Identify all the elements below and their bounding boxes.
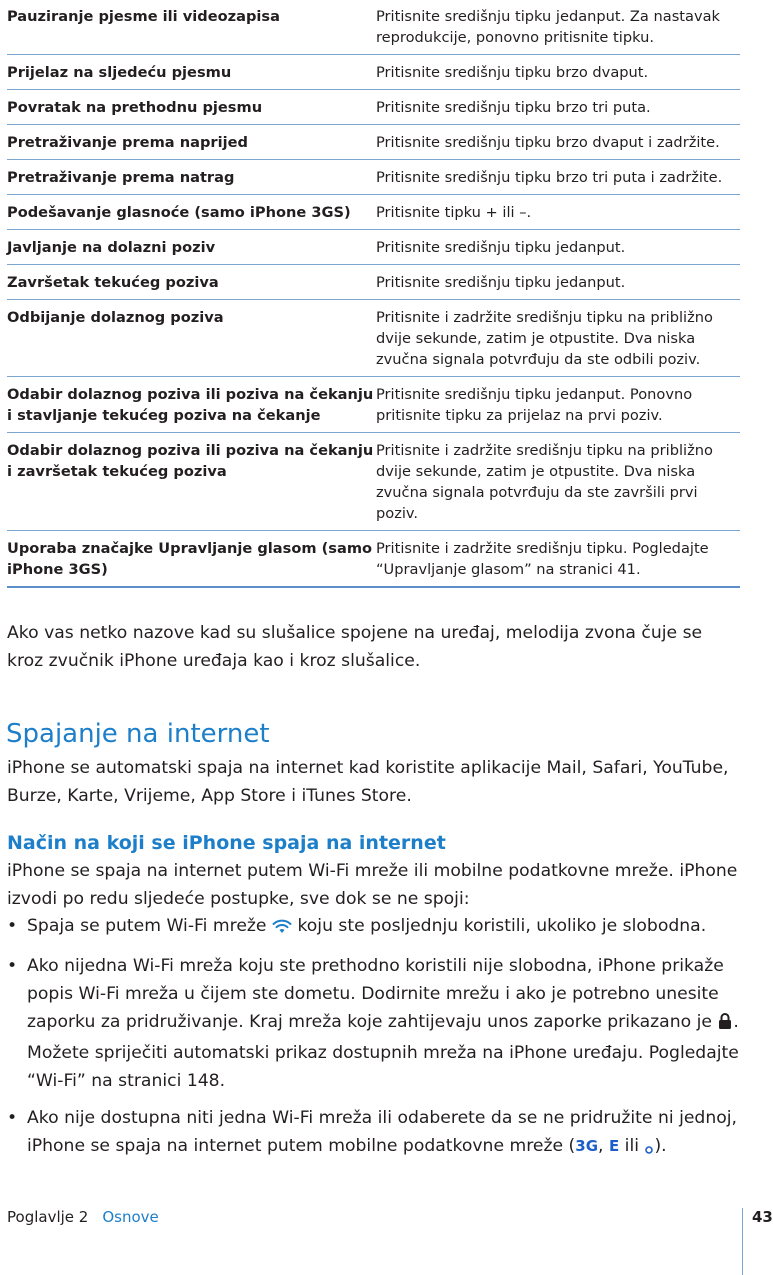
table-cell-desc: Pritisnite i zadržite središnju tipku na približno dvije sekunde, zatim je otpustite. Dva niska zvučna signala potvrđuju da ste završili prvi poziv. bbox=[376, 442, 713, 522]
list-item bbox=[7, 1104, 742, 1163]
bullet-text: , bbox=[598, 1136, 609, 1156]
table-cell-action: Povratak na prethodnu pjesmu bbox=[7, 99, 263, 116]
table-row bbox=[7, 433, 740, 531]
bullet-text: koju ste posljednju koristili, ukoliko je slobodna. bbox=[291, 916, 707, 936]
edge-badge: E bbox=[608, 1137, 620, 1155]
table-cell-desc: Pritisnite tipku + ili –. bbox=[376, 204, 532, 221]
footer-divider bbox=[742, 1208, 743, 1275]
bullet-text: . Možete spriječiti automatski prikaz dostupnih mreža na iPhone uređaju. Pogledajte “Wi-Fi” na stranici 148. bbox=[27, 1012, 739, 1091]
table-cell-action: Prijelaz na sljedeću pjesmu bbox=[7, 64, 232, 81]
lock-icon bbox=[717, 1011, 733, 1039]
table-cell-desc: Pritisnite i zadržite središnju tipku. Pogledajte “Upravljanje glasom” na stranici 41. bbox=[376, 540, 709, 578]
table-row bbox=[7, 90, 740, 125]
wifi-icon bbox=[272, 915, 292, 943]
bullet-text: Ako nijedna Wi-Fi mreža koju ste prethodno koristili nije slobodna, iPhone prikaže popis Wi-Fi mreža u čijem ste dometu. Dodirnite mrežu i ako je potrebno unesite zaporku za pridruživanje. Kraj mreža koje zahtijevaju unos zaporke prikazano je bbox=[27, 956, 724, 1032]
table-cell-desc: Pritisnite središnju tipku brzo dvaput i zadržite. bbox=[376, 134, 720, 151]
list-item bbox=[7, 952, 742, 1095]
table-cell-action: Javljanje na dolazni poziv bbox=[7, 239, 216, 256]
headphone-call-paragraph: Ako vas netko nazove kad su slušalice spojene na uređaj, melodija zvona čuje se kroz zvučnik iPhone uređaja kao i kroz slušalice. bbox=[7, 623, 703, 671]
table-row bbox=[7, 125, 740, 160]
table-cell-desc: Pritisnite središnju tipku brzo tri puta. bbox=[376, 99, 651, 116]
page-number: 43 bbox=[752, 1208, 773, 1226]
bullet-marker: • bbox=[7, 916, 18, 936]
section-heading: Spajanje na internet bbox=[6, 719, 270, 749]
shortcut-table bbox=[7, 0, 740, 588]
bullet-text: ). bbox=[654, 1136, 667, 1156]
table-row bbox=[7, 377, 740, 433]
bullet-marker: • bbox=[7, 1108, 18, 1128]
table-cell-action: Odbijanje dolaznog poziva bbox=[7, 309, 224, 326]
connection-steps-list bbox=[7, 912, 742, 1172]
table-cell-desc: Pritisnite središnju tipku jedanput. bbox=[376, 274, 626, 291]
table-cell-action: Odabir dolaznog poziva ili poziva na čekanju i stavljanje tekućeg poziva na čekanje bbox=[7, 386, 374, 424]
table-cell-action: Pretraživanje prema natrag bbox=[7, 169, 235, 186]
table-row bbox=[7, 160, 740, 195]
footer-chapter: Poglavlje 2 bbox=[7, 1208, 89, 1226]
3g-badge: 3G bbox=[575, 1137, 599, 1155]
table-cell-desc: Pritisnite središnju tipku brzo tri puta i zadržite. bbox=[376, 169, 723, 186]
footer-section: Osnove bbox=[102, 1208, 159, 1226]
table-cell-action: Podešavanje glasnoće (samo iPhone 3GS) bbox=[7, 204, 351, 221]
bullet-text: Ako nije dostupna niti jedna Wi-Fi mreža ili odaberete da se ne pridružite ni jednoj, iPhone se spaja na internet putem mobilne podatkovne mreže ( bbox=[27, 1108, 737, 1156]
bullet-text: ili bbox=[619, 1136, 645, 1156]
table-cell-action: Pretraživanje prema naprijed bbox=[7, 134, 248, 151]
table-row bbox=[7, 55, 740, 90]
table-row bbox=[7, 0, 740, 55]
list-item bbox=[7, 912, 742, 943]
bullet-text: Spaja se putem Wi-Fi mreže bbox=[27, 916, 272, 936]
bullet-marker: • bbox=[7, 956, 18, 976]
gprs-icon bbox=[644, 1135, 654, 1163]
table-row bbox=[7, 195, 740, 230]
page-footer bbox=[7, 1208, 159, 1226]
section-intro: iPhone se automatski spaja na internet kad koristite aplikacije Mail, Safari, YouTube, Burze, Karte, Vrijeme, App Store i iTunes Store. bbox=[7, 758, 729, 806]
table-cell-desc: Pritisnite središnju tipku jedanput. Ponovno pritisnite tipku za prijelaz na prvi poziv. bbox=[376, 386, 693, 424]
table-cell-desc: Pritisnite središnju tipku brzo dvaput. bbox=[376, 64, 649, 81]
table-row bbox=[7, 300, 740, 377]
table-cell-action: Odabir dolaznog poziva ili poziva na čekanju i završetak tekućeg poziva bbox=[7, 442, 374, 480]
table-cell-desc: Pritisnite središnju tipku jedanput. Za nastavak reprodukcije, ponovno pritisnite tipku. bbox=[376, 8, 721, 46]
table-cell-action: Uporaba značajke Upravljanje glasom (samo iPhone 3GS) bbox=[7, 540, 373, 578]
table-cell-desc: Pritisnite i zadržite središnju tipku na približno dvije sekunde, zatim je otpustite. Dva niska zvučna signala potvrđuju da ste odbili poziv. bbox=[376, 309, 713, 368]
table-row bbox=[7, 265, 740, 300]
subsection-heading: Način na koji se iPhone spaja na internet bbox=[7, 832, 446, 854]
table-cell-action: Završetak tekućeg poziva bbox=[7, 274, 219, 291]
table-row bbox=[7, 531, 740, 588]
table-row bbox=[7, 230, 740, 265]
table-cell-desc: Pritisnite središnju tipku jedanput. bbox=[376, 239, 626, 256]
subsection-intro: iPhone se spaja na internet putem Wi-Fi mreže ili mobilne podatkovne mreže. iPhone izvodi po redu sljedeće postupke, sve dok se ne spoji: bbox=[7, 861, 738, 909]
table-cell-action: Pauziranje pjesme ili videozapisa bbox=[7, 8, 280, 25]
